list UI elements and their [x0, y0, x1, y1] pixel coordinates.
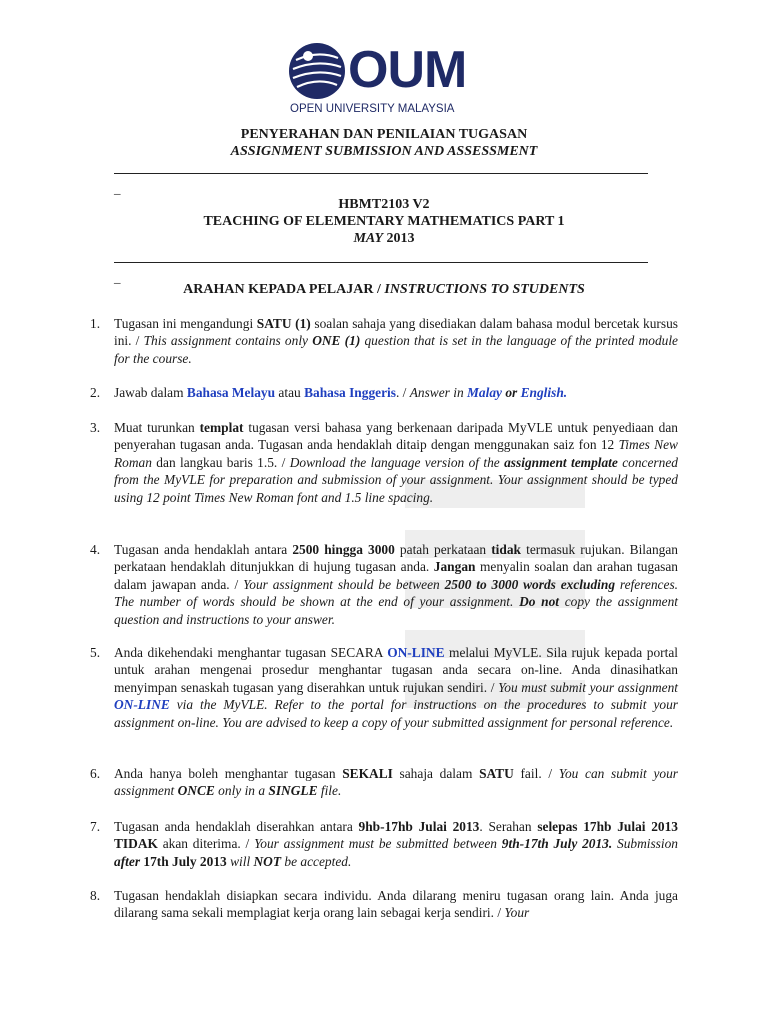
item-text-run: Jangan — [433, 559, 476, 575]
item-text-run: Your assignment should be between — [243, 576, 445, 592]
oum-logo — [288, 40, 488, 120]
item-text-run: tidak — [491, 542, 521, 557]
item-text-run: SEKALI — [342, 766, 393, 781]
item-text-run: Muat turunkan — [114, 420, 200, 435]
divider-rule — [114, 173, 648, 174]
item-text-run: will — [226, 853, 254, 869]
instructions-heading — [0, 281, 768, 298]
title-malay: PENYERAHAN DAN PENILAIAN TUGASAN — [240, 127, 528, 142]
item-text-run: 17th July 2013 — [140, 853, 227, 869]
item-text-run: Do not — [519, 594, 559, 610]
logo-wordmark: OUM — [348, 41, 467, 99]
item-text-run: ON-LINE — [387, 645, 445, 660]
item-number: 6. — [90, 766, 101, 781]
item-text-run: You can submit your assignment — [114, 766, 678, 799]
item-text-run: Your — [504, 905, 530, 921]
item-text-run: Tugasan hendaklah disiapkan secara individu. Anda dilarang meniru tugasan orang lain. Anda juga dilarang sama sekali memplagiat kerja orang lain sebagai kerja sendiri. / — [114, 888, 678, 921]
item-text-run: Malay — [467, 385, 502, 400]
item-text-run: Anda hanya boleh menghantar tugasan — [114, 766, 343, 781]
item-text — [114, 887, 678, 922]
item-text-run: . / — [395, 385, 410, 400]
item-text-run: . Serahan — [479, 819, 538, 834]
title-english: ASSIGNMENT SUBMISSION AND ASSESSMENT — [230, 144, 538, 159]
item-text — [114, 765, 678, 800]
item-text-run: fail. / — [513, 766, 559, 781]
item-text-run: only in a — [214, 783, 269, 799]
item-text-run: Answer in — [409, 385, 468, 400]
item-text-run: You must submit your assignment — [498, 679, 678, 695]
divider-rule — [114, 262, 648, 263]
item-text-run: Tugasan ini mengandungi — [114, 316, 257, 331]
item-number: 7. — [90, 819, 101, 834]
item-text-run: Your assignment must be submitted between — [254, 836, 502, 852]
item-text-run: 9th-17th July 2013. — [501, 836, 613, 852]
item-text-run: Times New Roman — [114, 437, 678, 470]
instructions-heading-english: INSTRUCTIONS TO STUDENTS — [384, 282, 585, 297]
semester-year: 2013 — [383, 231, 415, 246]
semester — [0, 230, 768, 247]
item-text-run: NOT — [253, 853, 282, 869]
item-text-run: SATU — [479, 766, 514, 781]
item-text — [114, 419, 678, 506]
item-text-run: dan langkau baris 1.5. / — [151, 454, 290, 470]
item-text-run: patah perkataan — [394, 542, 492, 557]
item-text-run: assignment template — [504, 454, 618, 470]
course-name: TEACHING OF ELEMENTARY MATHEMATICS PART 1 — [203, 214, 565, 229]
globe-logo-icon — [288, 42, 346, 100]
item-text-run: ONCE — [177, 783, 215, 799]
item-text — [114, 384, 678, 401]
item-text-run: selepas 17hb Julai 2013 TIDAK — [114, 819, 679, 852]
instructions-heading-malay: ARAHAN KEPADA PELAJAR / — [183, 282, 385, 297]
item-text-run: copy the assignment question and instructions to your answer. — [114, 594, 679, 627]
item-text-run: Anda dikehendaki menghantar tugasan SECARA — [114, 645, 388, 660]
item-text-run: question that is set in the language of the printed module for the course. — [114, 333, 679, 366]
item-text-run: sahaja dalam — [392, 766, 480, 781]
item-text-run: ON-LINE — [114, 697, 170, 713]
item-text — [114, 315, 678, 367]
item-number: 8. — [90, 888, 101, 903]
item-text-run: SINGLE — [268, 783, 318, 799]
item-text-run: Submission — [612, 836, 679, 852]
item-number: 1. — [90, 316, 101, 331]
item-text-run: Tugasan anda hendaklah antara — [114, 542, 293, 557]
item-text-run: Bahasa Melayu — [186, 385, 276, 400]
item-number: 2. — [90, 385, 101, 400]
item-text-run: concerned from the MyVLE for preparation and submission of your assignment. Your assignment should be typed using 12 point Times New Roman font and 1.5 line spacing. — [114, 454, 678, 505]
semester-month: MAY — [353, 231, 384, 246]
item-text-run: be accepted. — [281, 853, 352, 869]
item-number: 3. — [90, 420, 101, 435]
item-text-run: soalan sahaja yang disediakan dalam bahasa modul bercetak kursus ini. / — [114, 316, 679, 349]
item-text-run: or — [501, 385, 521, 400]
item-text-run: tugasan versi bahasa yang berkenaan daripada MyVLE untuk penyediaan dan penyerahan tugasan anda. Tugasan anda hendaklah ditaip dengan menggunakan saiz fon 12 — [114, 420, 679, 453]
item-text-run: atau — [275, 385, 305, 400]
item-text-run: termasuk rujukan. Bilangan perkataan hendaklah ditunjukkan di hujung tugasan anda. — [114, 542, 678, 575]
item-text-run: via the MyVLE. Refer to the portal for instructions on the procedures to submit your assignment on-line. You are advised to keep a copy of your submitted assignment for personal reference. — [114, 697, 678, 730]
item-text-run: Download the language version of the — [289, 454, 505, 470]
item-text-run: 9hb-17hb Julai 2013 — [358, 819, 480, 834]
item-text-run: akan diterima. / — [157, 836, 255, 852]
item-text-run: melalui MyVLE. Sila rujuk kepada portal untuk arahan mengenai prosedur menghantar tugasan anda secara on-line. Anda dinasihatkan menyimpan senaskah tugasan yang diserahkan untuk rujukan sendiri. / — [114, 645, 678, 695]
item-text-run: ONE (1) — [312, 333, 361, 349]
logo-subtitle: OPEN UNIVERSITY MALAYSIA — [290, 103, 455, 115]
item-text-run: 2500 to 3000 words excluding — [444, 576, 616, 592]
divider-dash: _ — [114, 270, 121, 285]
item-text-run: 2500 hingga 3000 — [292, 542, 395, 557]
item-number: 5. — [90, 645, 101, 660]
item-text — [114, 818, 678, 870]
item-text-run: Jawab dalam — [114, 385, 187, 400]
divider-dash: _ — [114, 181, 121, 196]
item-text-run: menyalin soalan dan arahan tugasan dalam jawapan anda. / — [114, 559, 678, 592]
item-text — [114, 541, 678, 628]
course-code: HBMT2103 V2 — [338, 197, 430, 212]
item-text-run: Bahasa Inggeris — [304, 385, 396, 400]
item-text-run: This assignment contains only — [143, 333, 313, 349]
item-text-run: SATU (1) — [256, 316, 311, 331]
item-text-run: English. — [520, 385, 568, 400]
item-text-run: after — [114, 853, 141, 869]
item-text — [114, 644, 678, 731]
item-text-run: Tugasan anda hendaklah diserahkan antara — [114, 819, 359, 834]
item-text-run: file. — [317, 783, 342, 799]
item-text-run: references. The number of words should be shown at the end of your assignment. — [114, 576, 678, 610]
item-number: 4. — [90, 542, 101, 557]
item-text-run: templat — [199, 420, 244, 435]
